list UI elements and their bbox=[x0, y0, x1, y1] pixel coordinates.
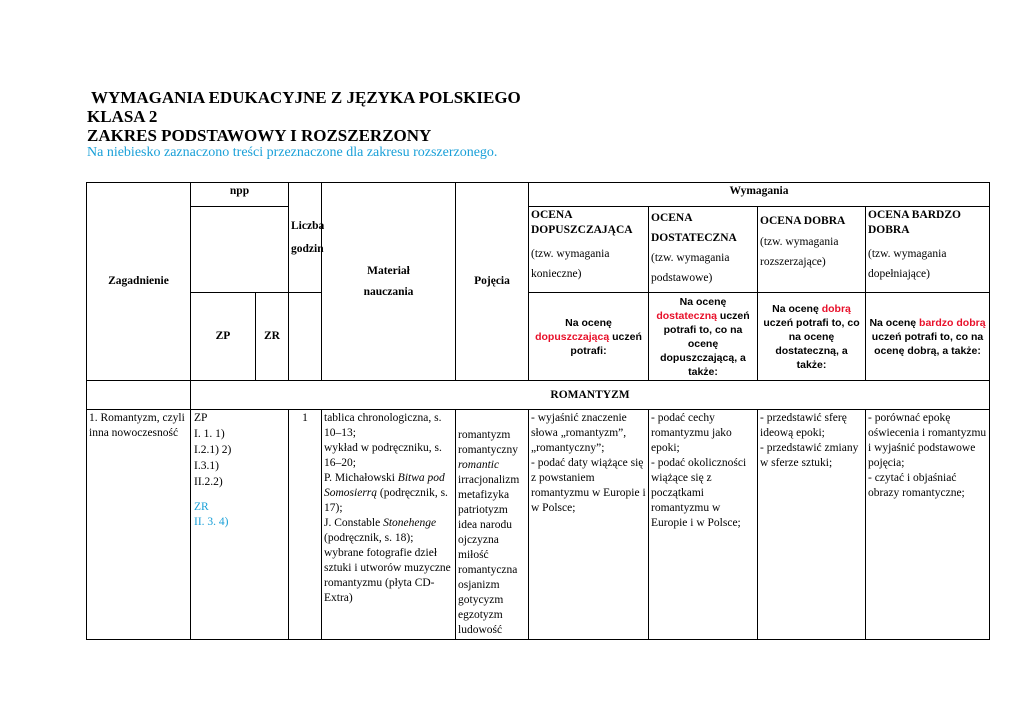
row-godziny: 1 bbox=[289, 410, 322, 640]
material-author: J. Constable bbox=[324, 517, 384, 529]
material-title: Stonehenge bbox=[383, 517, 437, 529]
grade-dobra-header bbox=[758, 207, 866, 293]
grade-subtitle: (tzw. wymagania konieczne) bbox=[531, 248, 610, 280]
grade-bardzo-dobra-header bbox=[866, 207, 990, 293]
class-label: KLASA 2 bbox=[87, 107, 158, 126]
concept-romantic: romantic bbox=[458, 459, 500, 471]
grade-title: OCENA BARDZO DOBRA bbox=[868, 209, 961, 236]
material-source: (podręcznik, s. 18); bbox=[324, 532, 414, 544]
grade-dopuszczajaca-rule bbox=[529, 293, 649, 381]
material-item bbox=[324, 516, 453, 546]
grade-subtitle: (tzw. wymagania podstawowe) bbox=[651, 252, 730, 284]
zr-label: ZR bbox=[194, 501, 209, 513]
concepts-list: romantyzm romantyczny bbox=[458, 429, 519, 456]
section-romantyzm: ROMANTYZM bbox=[191, 381, 990, 410]
grade-title: OCENA DOBRA bbox=[760, 215, 846, 227]
zr-items: II. 3. 4) bbox=[194, 516, 229, 528]
document-header bbox=[87, 88, 521, 161]
material-label: Materiał bbox=[367, 264, 410, 277]
material-item: tablica chronologiczna, s. 10–13; bbox=[324, 412, 442, 439]
rule-prefix: Na ocenę bbox=[772, 302, 822, 315]
rule-prefix: Na ocenę bbox=[869, 316, 920, 329]
row-material bbox=[322, 410, 456, 640]
grade-dobra-rule bbox=[758, 293, 866, 381]
rule-grade-word: dostateczną bbox=[656, 309, 717, 322]
concepts-list: irracjonalizm metafizyka patriotyzm idea narodu ojczyzna miłość romantyczna osjanizm gotycyzm egzotyzm ludowość bbox=[458, 474, 520, 636]
header-npp: npp bbox=[191, 183, 289, 207]
npp-empty-cell bbox=[191, 207, 289, 293]
scope-label: ZAKRES PODSTAWOWY I ROZSZERZONY bbox=[87, 126, 432, 145]
grade-dostateczna-rule bbox=[649, 293, 758, 381]
zp-items: I. 1. 1) I.2.1) 2) I.3.1) II.2.2) bbox=[194, 428, 232, 488]
header-wymagania: Wymagania bbox=[529, 183, 990, 207]
section-left-cell bbox=[87, 381, 191, 410]
legend-note: Na niebiesko zaznaczono treści przeznaczone dla zakresu rozszerzonego. bbox=[87, 145, 498, 160]
header-liczba-godzin bbox=[289, 183, 325, 293]
requirements-table bbox=[86, 182, 990, 640]
header-zr: ZR bbox=[256, 293, 289, 381]
grade-subtitle: (tzw. wymagania rozszerzające) bbox=[760, 236, 839, 268]
row-pojecia bbox=[456, 410, 529, 640]
rule-grade-word: dopuszczającą bbox=[535, 330, 610, 343]
godzin-label: godzin bbox=[291, 242, 324, 255]
liczba-label: Liczba bbox=[291, 219, 325, 232]
material-item: wybrane fotografie dzieł sztuki i utworów muzyczne romantyzmu (płyta CD-Extra) bbox=[324, 547, 451, 604]
row-grade-dobra: - przedstawić sferę ideową epoki; - przedstawić zmiany w sferze sztuki; bbox=[758, 410, 866, 640]
material-author: P. Michałowski bbox=[324, 472, 398, 484]
material-item: wykład w podręczniku, s. 16–20; bbox=[324, 442, 442, 469]
grade-title: OCENA DOSTATECZNA bbox=[651, 212, 737, 244]
header-zagadnienie: Zagadnienie bbox=[87, 183, 191, 381]
header-zp: ZP bbox=[191, 293, 256, 381]
grade-dopuszczajaca-header bbox=[529, 207, 649, 293]
rule-grade-word: dobrą bbox=[821, 302, 851, 315]
row-grade-bardzo-dobra: - porównać epokę oświecenia i romantyzmu i wyjaśnić podstawowe pojęcia; - czytać i objaśniać obrazy romantyczne; bbox=[866, 410, 990, 640]
document-title: WYMAGANIA EDUKACYJNE Z JĘZYKA POLSKIEGO bbox=[91, 88, 521, 107]
zp-label: ZP bbox=[194, 412, 208, 424]
rule-suffix: uczeń potrafi to, co na ocenę dostateczną, a także: bbox=[763, 316, 860, 371]
grade-subtitle: (tzw. wymagania dopełniające) bbox=[868, 248, 947, 280]
material-source: (podręcznik, s. 17); bbox=[324, 487, 448, 514]
rule-prefix: Na ocenę bbox=[679, 295, 727, 308]
row-grade-dopuszczajaca: - wyjaśnić znaczenie słowa „romantyzm”, „romantyczny”; - podać daty wiążące się z powstaniem romantyzmu w Europie i w Polsce; bbox=[529, 410, 649, 640]
header-material bbox=[322, 183, 456, 381]
grade-bardzo-dobra-rule bbox=[866, 293, 990, 381]
nauczania-label: nauczania bbox=[363, 285, 414, 298]
grade-title: OCENA DOPUSZCZAJĄCA bbox=[531, 209, 633, 236]
row-grade-dostateczna: - podać cechy romantyzmu jako epoki; - podać okoliczności wiążące się z początkami romantyzmu w Europie i w Polsce; bbox=[649, 410, 758, 640]
material-title: Bitwa pod Somosierrą bbox=[324, 472, 445, 499]
header-pojecia: Pojęcia bbox=[456, 183, 529, 381]
rule-suffix: uczeń potrafi to, co na ocenę dobrą, a także: bbox=[871, 330, 984, 357]
material-item bbox=[324, 471, 453, 516]
grade-dostateczna-header bbox=[649, 207, 758, 293]
godzin-empty-cell bbox=[289, 293, 322, 381]
rule-suffix: uczeń potrafi to, co na ocenę dopuszczającą, a także: bbox=[660, 309, 750, 378]
rule-grade-word: bardzo dobrą bbox=[919, 316, 986, 329]
row-zagadnienie: 1. Romantyzm, czyli inna nowoczesność bbox=[87, 410, 191, 640]
rule-prefix: Na ocenę bbox=[565, 316, 612, 329]
rule-suffix: uczeń potrafi: bbox=[570, 330, 642, 357]
row-npp bbox=[191, 410, 289, 640]
